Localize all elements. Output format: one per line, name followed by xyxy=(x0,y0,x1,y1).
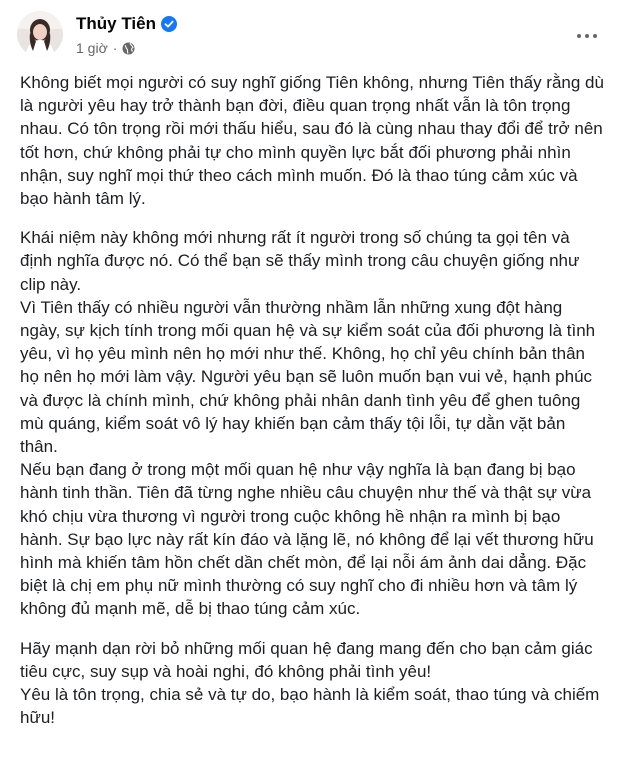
post-body xyxy=(20,71,609,745)
post-time-row xyxy=(76,40,177,56)
post-header xyxy=(17,11,606,59)
globe-icon[interactable] xyxy=(122,42,135,55)
author-avatar[interactable] xyxy=(17,11,63,57)
author-name[interactable]: Thủy Tiên xyxy=(76,14,156,33)
post-timestamp[interactable]: 1 giờ xyxy=(76,40,108,56)
post-paragraph-1: Không biết mọi người có suy nghĩ giống Tiên không, nhưng Tiên thấy rằng dù là người yêu hay trở thành bạn đời, điều quan trọng nhất vẫn là tôn trọng nhau. Có tôn trọng rồi mới thấu hiểu, sau đó là cùng nhau thay đổi để trở nên tốt hơn, chứ không phải tự cho mình quyền lực bắt đối phương phải nhìn nhận, suy nghĩ mọi thứ theo cách mình muốn. Đó là thao túng cảm xúc và bạo hành tâm lý. xyxy=(20,73,609,209)
post-paragraph-2: Khái niệm này không mới nhưng rất ít người trong số chúng ta gọi tên và định nghĩa được nó. Có thể bạn sẽ thấy mình trong câu chuyện giống như clip này. Vì Tiên thấy có nhiều người vẫn thường nhầm lẫn những xung đột hàng ngày, sự kịch tính trong mối quan hệ và sự kiểm soát của đối phương là tình yêu, vì họ yêu mình nên họ mới như thế. Không, họ chỉ yêu chính bản thân họ nên họ mới làm vậy. Người yêu bạn sẽ luôn muốn bạn vui vẻ, hạnh phúc và được là chính mình, chứ không phải nhân danh tình yêu để ghen tuông mù quáng, kiểm soát vô lý hay khiến bạn cảm thấy tội lỗi, tự dằn vặt bản thân. Nếu bạn đang ở trong một mối quan hệ như vậy nghĩa là bạn đang bị bạo hành tinh thần. Tiên đã từng nghe nhiều câu chuyện như thế và thật sự vừa khó chịu vừa thương vì người trong cuộc không hề nhận ra mình bị bạo hành. Sự bạo lực này rất kín đáo và lặng lẽ, nó không để lại vết thương hữu hình mà khiến tâm hồn chết dần chết mòn, để lại nỗi ám ảnh dai dẳng. Đặc biệt là chị em phụ nữ mình thường có suy nghĩ cho đi nhiều hơn và tâm lý không đủ mạnh mẽ, dễ bị thao túng cảm xúc. xyxy=(20,228,596,619)
separator-dot: · xyxy=(112,40,118,56)
verified-badge-icon xyxy=(161,16,177,32)
more-options-icon[interactable] xyxy=(572,25,602,47)
post-paragraph-3: Hãy mạnh dạn rời bỏ những mối quan hệ đang mang đến cho bạn cảm giác tiêu cực, suy sụp và hoài nghi, đó không phải tình yêu! Yêu là tôn trọng, chia sẻ và tự do, bạo hành là kiểm soát, thao túng và chiếm hữu! xyxy=(20,638,600,728)
author-row xyxy=(76,14,177,34)
avatar-image xyxy=(17,11,63,57)
post-meta xyxy=(76,11,177,56)
